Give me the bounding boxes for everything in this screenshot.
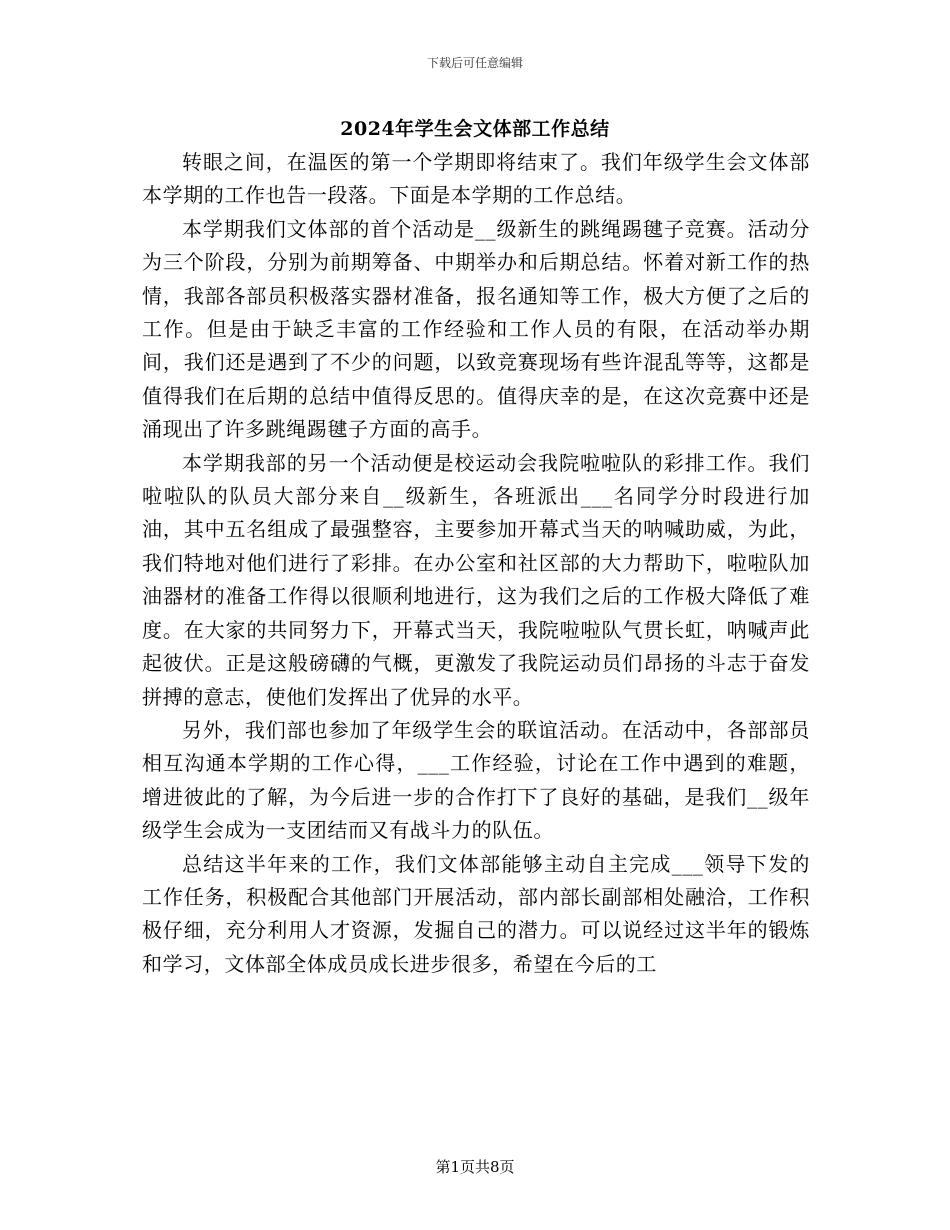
paragraph-5: 总结这半年来的工作，我们文体部能够主动自主完成___领导下发的工作任务，积极配合其他部门开展活动，部内部长副部相处融洽，工作积极仔细，充分利用人才资源，发掘自己的潜力。可以说经过这半年的锻炼和学习，文体部全体成员成长进步很多，希望在今后的工 [142,851,810,976]
page-footer: 第1页共8页 [435,1158,515,1176]
document-body [142,146,810,981]
paragraph-2: 本学期我们文体部的首个活动是__级新生的跳绳踢毽子竞赛。活动分为三个阶段，分别为前期筹备、中期举办和后期总结。怀着对新工作的热情，我部各部员积极落实器材准备，报名通知等工作，极大方便了之后的工作。但是由于缺乏丰富的工作经验和工作人员的有限，在活动举办期间，我们还是遇到了不少的问题，以致竞赛现场有些许混乱等等，这都是值得我们在后期的总结中值得反思的。值得庆幸的是，在这次竞赛中还是涌现出了许多跳绳踢毽子方面的高手。 [142,216,810,442]
paragraph-3: 本学期我部的另一个活动便是校运动会我院啦啦队的彩排工作。我们啦啦队的队员大部分来自__级新生，各班派出___名同学分时段进行加油，其中五名组成了最强整容，主要参加开幕式当天的呐喊助威，为此，我们特地对他们进行了彩排。在办公室和社区部的大力帮助下，啦啦队加油器材的准备工作得以很顺利地进行，这为我们之后的工作极大降低了难度。在大家的共同努力下，开幕式当天，我院啦啦队气贯长虹，呐喊声此起彼伏。正是这般磅礴的气概，更激发了我院运动员们昂扬的斗志于奋发拼搏的意志，使他们发挥出了优异的水平。 [142,450,810,709]
paragraph-4: 另外，我们部也参加了年级学生会的联谊活动。在活动中，各部部员相互沟通本学期的工作心得，___工作经验，讨论在工作中遇到的难题，增进彼此的了解，为今后进一步的合作打下了良好的基础，是我们__级年级学生会成为一支团结而又有战斗力的队伍。 [142,717,810,843]
paragraph-1: 转眼之间，在温医的第一个学期即将结束了。我们年级学生会文体部本学期的工作也告一段落。下面是本学期的工作总结。 [142,150,810,208]
document-title: 2024年学生会文体部工作总结 [340,118,610,140]
header-note: 下载后可任意编辑 [426,56,523,70]
